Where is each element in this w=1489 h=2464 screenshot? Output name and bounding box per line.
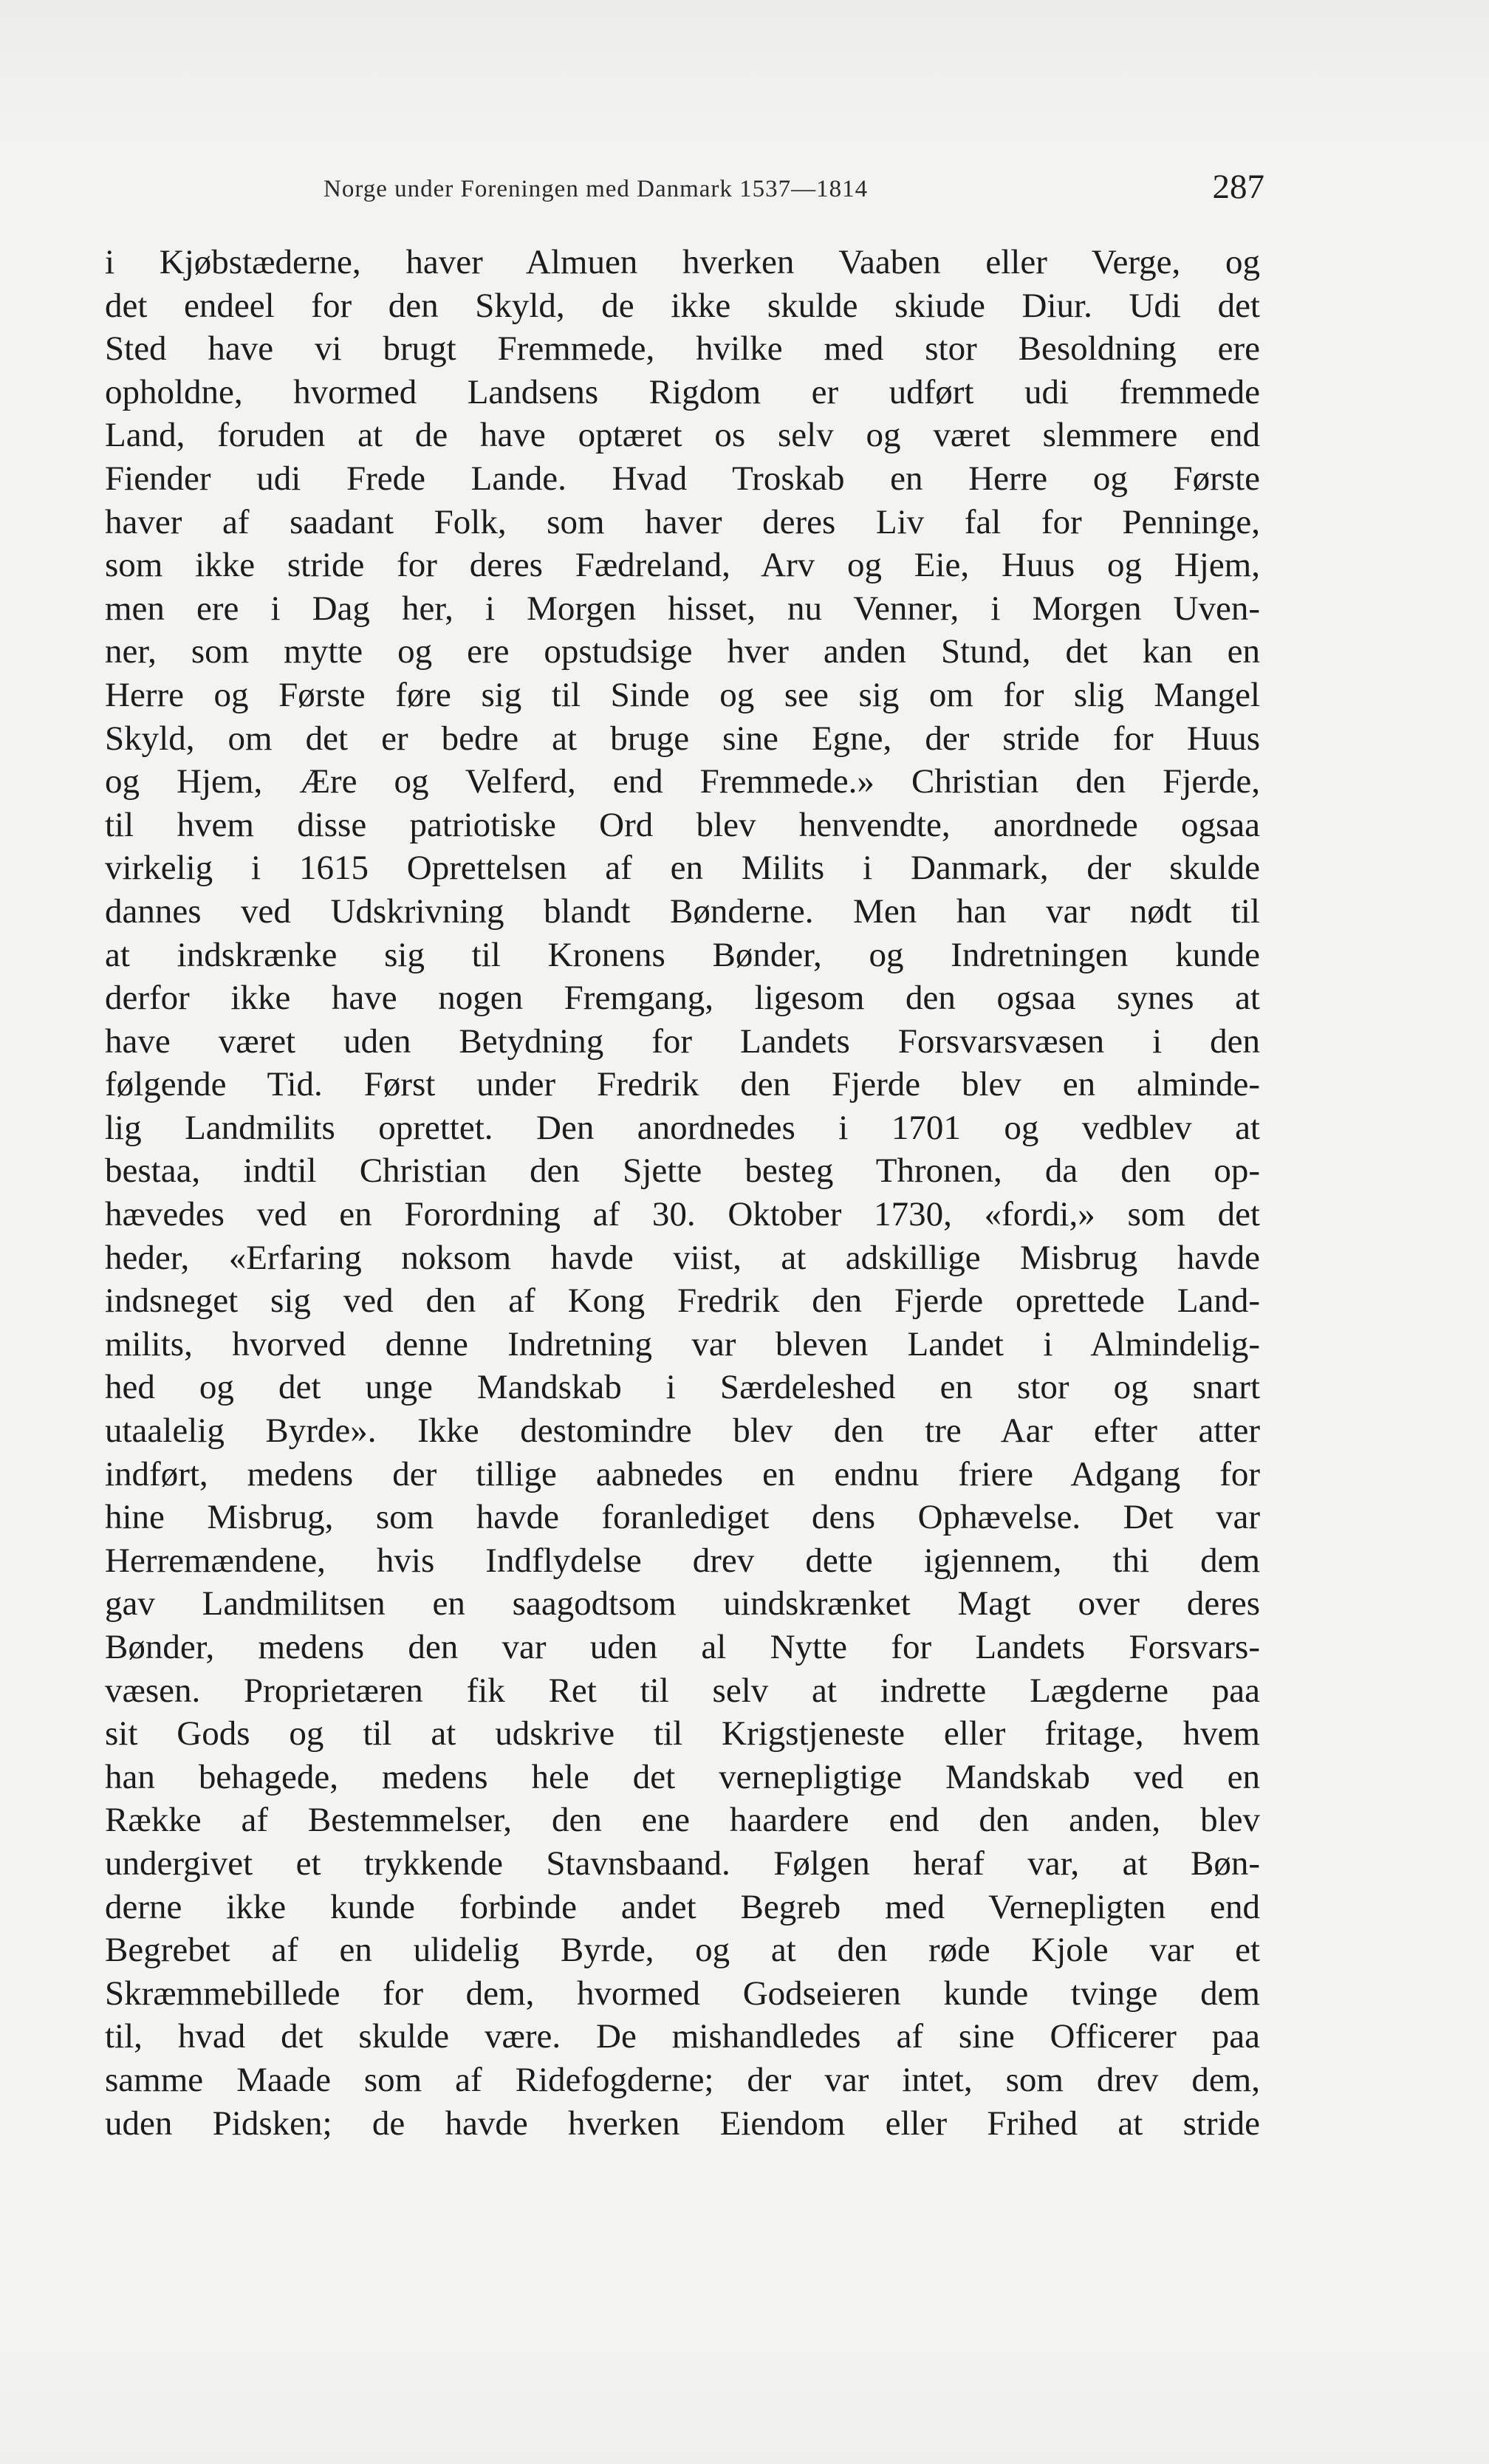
text-line: opholdne, hvormed Landsens Rigdom er udført udi fremmede xyxy=(105,372,1260,411)
text-line: derne ikke kunde forbinde andet Begreb med Vernepligten end xyxy=(105,1887,1260,1926)
text-line: bestaa, indtil Christian den Sjette besteg Thronen, da den op- xyxy=(105,1151,1260,1191)
running-title: Norge under Foreningen med Danmark 1537—1814 xyxy=(324,176,869,202)
text-line: det endeel for den Skyld, de ikke skulde skiude Diur. Udi det xyxy=(105,286,1260,325)
text-line: virkelig i 1615 Oprettelsen af en Milits i Danmark, der skulde xyxy=(105,849,1260,888)
text-line: lig Landmilits oprettet. Den anordnedes i 1701 og vedblev at xyxy=(105,1108,1260,1147)
text-line: undergivet et trykkende Stavnsbaand. Følgen heraf var, at Bøn- xyxy=(105,1844,1260,1883)
text-line: men ere i Dag her, i Morgen hisset, nu Venner, i Morgen Uven- xyxy=(105,589,1260,628)
text-line: Række af Bestemmelser, den ene haardere end den anden, blev xyxy=(105,1801,1260,1840)
text-line: følgende Tid. Først under Fredrik den Fjerde blev en alminde- xyxy=(105,1065,1260,1104)
text-line: gav Landmilitsen en saagodtsom uindskrænket Magt over deres xyxy=(105,1584,1260,1623)
text-line: samme Maade som af Ridefogderne; der var intet, som drev dem, xyxy=(105,2060,1260,2099)
text-line: Bønder, medens den var uden al Nytte for Landets Forsvars- xyxy=(105,1628,1260,1666)
text-line: ner, som mytte og ere opstudsige hver anden Stund, det kan en xyxy=(105,632,1260,671)
text-line: uden Pidsken; de havde hverken Eiendom eller Frihed at stride xyxy=(105,2104,1260,2143)
text-line: dannes ved Udskrivning blandt Bønderne. Men han var nødt til xyxy=(105,892,1260,931)
body-text xyxy=(105,241,1260,2145)
text-line: og Hjem, Ære og Velferd, end Fremmede.» Christian den Fjerde, xyxy=(105,762,1260,801)
text-line: Begrebet af en ulidelig Byrde, og at den røde Kjole var et xyxy=(105,1931,1260,1970)
text-line: han behagede, medens hele det vernepligtige Mandskab ved en xyxy=(105,1757,1260,1796)
text-line: at indskrænke sig til Kronens Bønder, og Indretningen kunde xyxy=(105,935,1260,974)
text-line: Fiender udi Frede Lande. Hvad Troskab en Herre og Første xyxy=(105,459,1260,498)
text-line: sit Gods og til at udskrive til Krigstjeneste eller fritage, hvem xyxy=(105,1714,1260,1753)
page-number: 287 xyxy=(1212,168,1264,206)
text-line: i Kjøbstæderne, haver Almuen hverken Vaaben eller Verge, og xyxy=(105,243,1260,281)
text-line: hine Misbrug, som havde foranlediget dens Ophævelse. Det var xyxy=(105,1498,1260,1537)
text-line: til hvem disse patriotiske Ord blev henvendte, anordnede ogsaa xyxy=(105,805,1260,844)
text-line: Sted have vi brugt Fremmede, hvilke med stor Besoldning ere xyxy=(105,329,1260,369)
text-line: derfor ikke have nogen Fremgang, ligesom den ogsaa synes at xyxy=(105,979,1260,1018)
text-line: heder, «Erfaring noksom havde viist, at adskillige Misbrug havde xyxy=(105,1238,1260,1277)
running-head xyxy=(103,165,1264,210)
text-line: væsen. Proprietæren fik Ret til selv at indrette Lægderne paa xyxy=(105,1671,1260,1710)
text-line: Herre og Første føre sig til Sinde og see sig om for slig Mangel xyxy=(105,675,1260,714)
text-line: milits, hvorved denne Indretning var bleven Landet i Almindelig- xyxy=(105,1324,1260,1363)
text-line: indført, medens der tillige aabnedes en endnu friere Adgang for xyxy=(105,1454,1260,1493)
text-line: have været uden Betydning for Landets Forsvarsvæsen i den xyxy=(105,1021,1260,1061)
text-line: Skræmmebillede for dem, hvormed Godseieren kunde tvinge dem xyxy=(105,1974,1260,2013)
text-line: til, hvad det skulde være. De mishandledes af sine Officerer paa xyxy=(105,2017,1260,2056)
text-line: hed og det unge Mandskab i Særdeleshed en stor og snart xyxy=(105,1368,1260,1407)
text-line: indsneget sig ved den af Kong Fredrik den Fjerde oprettede Land- xyxy=(105,1281,1260,1321)
text-line: hævedes ved en Forordning af 30. Oktober 1730, «fordi,» som det xyxy=(105,1195,1260,1234)
text-line: Land, foruden at de have optæret os selv og været slemmere end xyxy=(105,416,1260,455)
text-line: som ikke stride for deres Fædreland, Arv og Eie, Huus og Hjem, xyxy=(105,546,1260,585)
text-line: Herremændene, hvis Indflydelse drev dette igjennem, thi dem xyxy=(105,1541,1260,1580)
text-line: haver af saadant Folk, som haver deres Liv fal for Penninge, xyxy=(105,502,1260,541)
text-line: Skyld, om det er bedre at bruge sine Egne, der stride for Huus xyxy=(105,719,1260,758)
text-line: utaalelig Byrde». Ikke destomindre blev den tre Aar efter atter xyxy=(105,1411,1260,1451)
